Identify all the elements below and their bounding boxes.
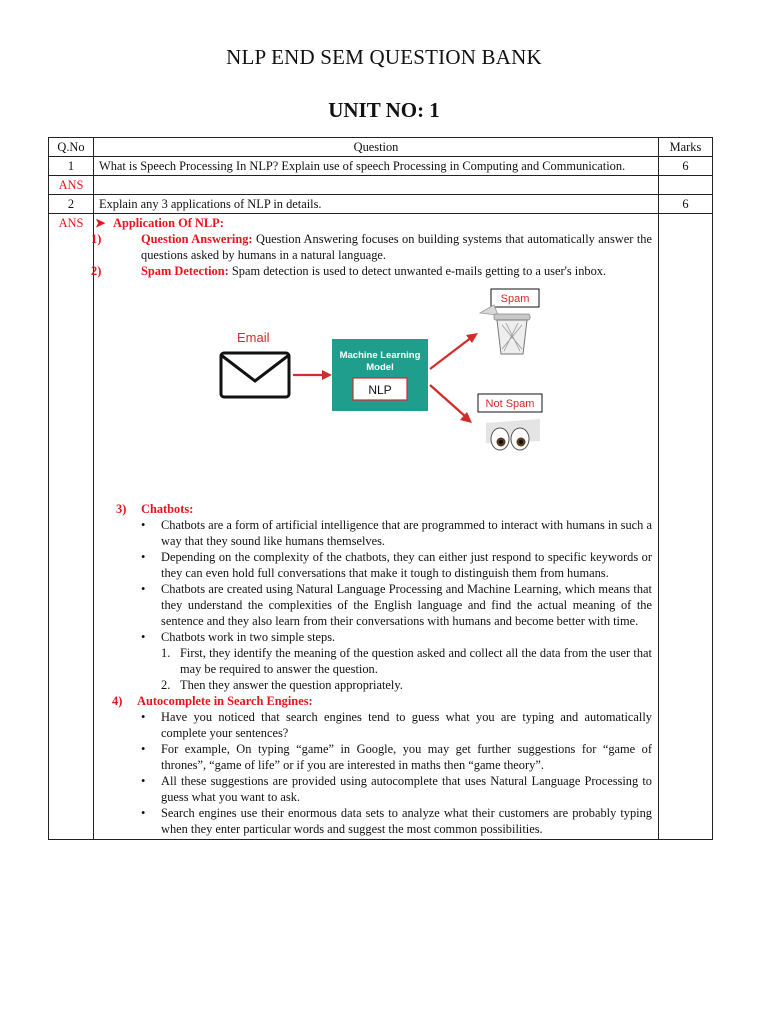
marks-cell [659,214,713,840]
qno-cell: 2 [49,195,94,214]
answer-cell [91,214,659,840]
qno-cell: 1 [49,157,94,176]
list-item: • Depending on the complexity of the chatbots, they can either just respond to specific keywords or they can even hold full conversations that make it tough to distinguish them from humans. [161,549,652,581]
list-item: 1. First, they identify the meaning of the question asked and collect all the data from the user that may be required to answer the question. [161,646,652,676]
spam-diagram-svg [94,287,654,487]
list-item: • Chatbots are created using Natural Language Processing and Machine Learning, which means that they understand the complexities of the English language and find the actual meaning of the sentence and they also learn from their conversations with humans and become better with time. [161,581,652,629]
list-item: • Chatbots work in two simple steps. 1. First, they identify the meaning of the question asked and collect all the data from the user that may be required to answer the question. 2. Then they answer the question appropriately. [161,629,652,693]
list-item: • Have you noticed that search engines tend to guess what you are typing and automatically complete your sentences? [161,709,652,741]
spam-diagram [94,287,652,487]
document-title: NLP END SEM QUESTION BANK [226,45,542,69]
list-item: • All these suggestions are provided using autocomplete that uses Natural Language Processing to guess what you want to ask. [161,773,652,805]
email-label: Email [237,330,270,345]
chatbots-bullets [116,517,652,693]
table-row [49,195,713,214]
header-question: Question [94,138,659,157]
spam-label: Spam [500,293,530,305]
marks-cell: 6 [659,157,713,176]
chatbot-steps [161,645,652,693]
model-label-line1: Machine Learning [339,350,421,361]
arrow-to-notspam [430,385,472,423]
question-cell: Explain any 3 applications of NLP in details. [94,195,659,214]
marks-cell: 6 [659,195,713,214]
list-item: 2. Then they answer the question appropriately. [161,678,403,692]
table-row [49,157,713,176]
app-autocomplete: 4) Autocomplete in Search Engines: [112,694,313,708]
app-spam-detection: 2) Spam Detection: Spam detection is used to detect unwanted e-mails getting to a user's inbox. [91,264,607,278]
header-qno: Q.No [49,138,94,157]
list-item: • Chatbots are a form of artificial intelligence that are programmed to interact with humans in such a way that they sound like humans themselves. [161,517,652,549]
table-header-row [49,138,713,157]
app-question-answering: 1) Question Answering: Question Answering focuses on building systems that automatically answer the questions asked by humans in a natural language. [91,232,652,262]
envelope-icon [221,353,289,397]
header-marks: Marks [659,138,713,157]
model-label-line2: Model [366,362,394,373]
autocomplete-bullets [116,709,652,837]
list-item: • Search engines use their enormous data sets to analyze what their customers are probably typing when they enter particular words and suggest the most common possibilities. [161,805,652,837]
arrow-email-to-model [293,370,332,380]
answer-cell [94,176,659,195]
unit-heading: UNIT NO: 1 [328,98,440,122]
marks-cell [659,176,713,195]
nlp-label: NLP [368,383,392,397]
table-row [49,214,713,840]
answer-heading: ➤ Application Of NLP: [95,216,224,230]
notspam-label: Not Spam [485,398,535,410]
question-table [48,137,713,840]
arrow-to-spam [430,333,478,369]
arrow-bullet-icon: ➤ [95,216,106,230]
list-item: • For example, On typing “game” in Google, you may get further suggestions for “game of thrones”, “game of life” or if you are interested in maths then “game theory”. [161,741,652,773]
eyes-icon [486,419,540,450]
app-chatbots: 3) Chatbots: [116,502,194,516]
ans-label: ANS [49,214,94,840]
ans-label: ANS [49,176,94,195]
question-cell: What is Speech Processing In NLP? Explain use of speech Processing in Computing and Communication. [94,157,659,176]
table-row [49,176,713,195]
trash-bin-icon [480,305,530,354]
